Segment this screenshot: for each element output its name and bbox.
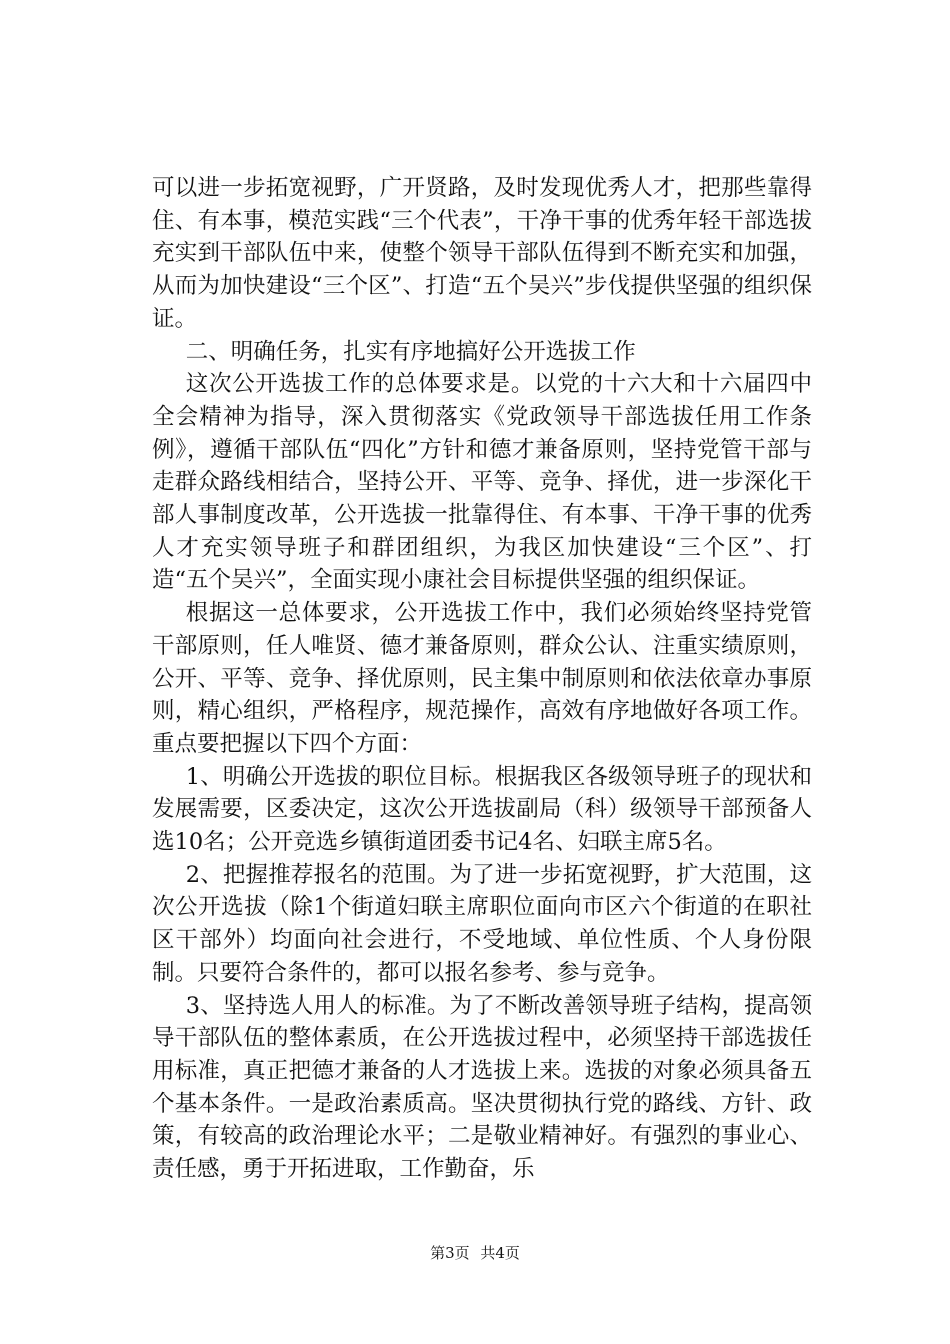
paragraph-item-2: 2、把握推荐报名的范围。为了进一步拓宽视野，扩大范围，这次公开选拔（除1个街道妇联主席职位面向市区六个街道的在职社区干部外）均面向社会进行，不受地域、单位性质、个人身份限制。只要符合条件的，都可以报名参考、参与竞争。 — [152, 861, 812, 986]
document-body — [152, 172, 812, 1186]
page-footer — [0, 1243, 950, 1263]
section-heading: 二、明确任务，扎实有序地搞好公开选拔工作 — [185, 338, 636, 365]
paragraph-continuation: 可以进一步拓宽视野，广开贤路，及时发现优秀人才，把那些靠得住、有本事，模范实践“三个代表”，干净干事的优秀年轻干部选拔充实到干部队伍中来，使整个领导干部队伍得到不断充实和加强，从而为加快建设“三个区”、打造“五个吴兴”步伐提供坚强的组织保证。 — [152, 175, 812, 332]
total-pages: 共4页 — [480, 1244, 520, 1262]
paragraph-item-1: 1、明确公开选拔的职位目标。根据我区各级领导班子的现状和发展需要，区委决定，这次公开选拔副局（科）级领导干部预备人选10名；公开竞选乡镇街道团委书记4名、妇联主席5名。 — [152, 763, 812, 856]
paragraph-principles: 根据这一总体要求，公开选拔工作中，我们必须始终坚持党管干部原则，任人唯贤、德才兼备原则，群众公认、注重实绩原则，公开、平等、竞争、择优原则，民主集中制原则和依法依章办事原则，精心组织，严格程序，规范操作，高效有序地做好各项工作。重点要把握以下四个方面： — [152, 600, 812, 757]
paragraph-item-3: 3、坚持选人用人的标准。为了不断改善领导班子结构，提高领导干部队伍的整体素质，在公开选拔过程中，必须坚持干部选拔任用标准，真正把德才兼备的人才选拔上来。选拔的对象必须具备五个基本条件。一是政治素质高。坚决贯彻执行党的路线、方针、政策，有较高的政治理论水平；二是敬业精神好。有强烈的事业心、责任感，勇于开拓进取，工作勤奋，乐 — [152, 992, 812, 1183]
page-number: 第3页 — [430, 1244, 470, 1262]
paragraph-overall-requirements: 这次公开选拔工作的总体要求是。以党的十六大和十六届四中全会精神为指导，深入贯彻落实《党政领导干部选拔任用工作条例》，遵循干部队伍“四化”方针和德才兼备原则，坚持党管干部与走群众路线相结合，坚持公开、平等、竞争、择优，进一步深化干部人事制度改革，公开选拔一批靠得住、有本事、干净干事的优秀人才充实领导班子和群团组织，为我区加快建设“三个区”、打造“五个吴兴”，全面实现小康社会目标提供坚强的组织保证。 — [152, 371, 812, 594]
